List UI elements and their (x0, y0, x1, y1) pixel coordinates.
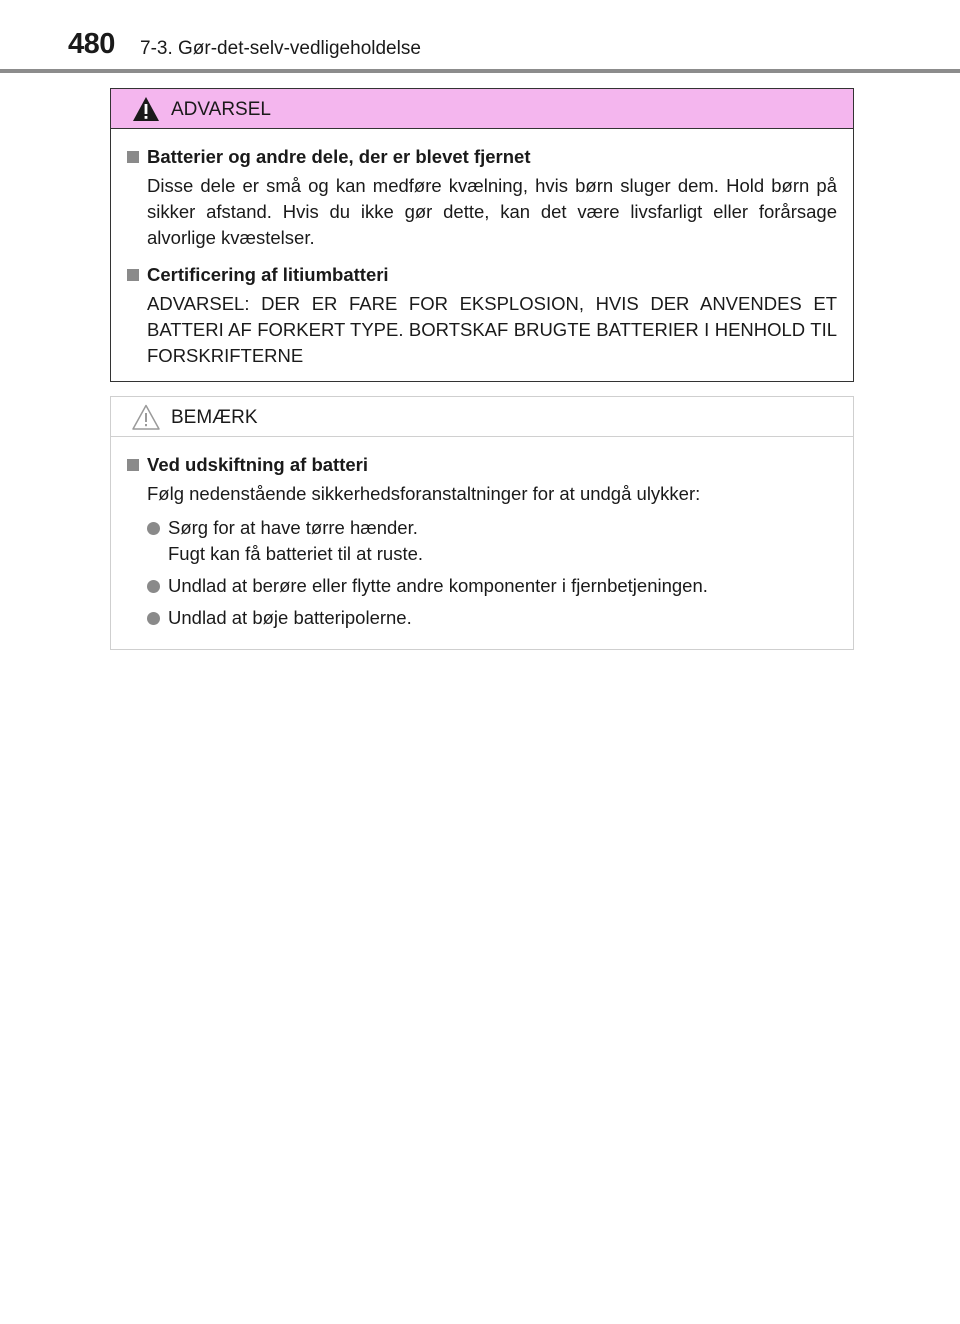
header-divider (0, 69, 960, 73)
square-bullet-icon (127, 151, 139, 163)
page-number: 480 (68, 28, 115, 60)
square-bullet-icon (127, 459, 139, 471)
notice-item-heading (127, 451, 837, 479)
warning-box-header (111, 89, 853, 129)
warning-triangle-icon (131, 95, 161, 123)
section-title: 7-3. Gør-det-selv-vedligeholdelse (140, 38, 421, 59)
notice-triangle-icon (131, 403, 161, 431)
list-item (147, 515, 837, 567)
warning-item-text: ADVARSEL: DER ER FARE FOR EKSPLOSION, HVIS DER ANVENDES ET BATTERI AF FORKERT TYPE. BORTSKAF BRUGTE BATTERIER I HENHOLD TIL FORSKRIFTERNE (147, 293, 837, 366)
page-header (0, 0, 960, 74)
list-item-text: Sørg for at have tørre hænder. (168, 517, 418, 538)
notice-box-header (111, 397, 853, 437)
square-bullet-icon (127, 269, 139, 281)
warning-box-title: ADVARSEL (171, 99, 271, 120)
warning-box-body (111, 129, 853, 369)
warning-item-heading-text: Certificering af litiumbatteri (147, 264, 389, 285)
warning-item-heading-text: Batterier og andre dele, der er blevet fjernet (147, 146, 531, 167)
notice-intro-text: Følg nedenstående sikkerhedsforanstaltninger for at undgå ulykker: (147, 483, 701, 504)
list-item (147, 605, 837, 631)
list-item-text: Undlad at berøre eller flytte andre komponenter i fjernbetjeningen. (168, 575, 708, 596)
round-bullet-icon (147, 612, 160, 625)
warning-item-heading (127, 261, 837, 289)
warning-item-text: Disse dele er små og kan medføre kvælning, hvis børn sluger dem. Hold børn på sikker afstand. Hvis du ikke gør dette, kan det være livsfarligt eller forårsage alvorlige kvæstelser. (147, 175, 837, 248)
round-bullet-icon (147, 580, 160, 593)
notice-box-body (111, 437, 853, 631)
notice-box-title: BEMÆRK (171, 407, 258, 428)
notice-item-heading-text: Ved udskiftning af batteri (147, 454, 368, 475)
warning-box (110, 88, 854, 382)
list-item (147, 573, 837, 599)
round-bullet-icon (147, 522, 160, 535)
list-item-text: Undlad at bøje batteripolerne. (168, 607, 412, 628)
list-item-subtext: Fugt kan få batteriet til at ruste. (168, 543, 424, 564)
warning-item-heading (127, 143, 837, 171)
notice-box (110, 396, 854, 650)
